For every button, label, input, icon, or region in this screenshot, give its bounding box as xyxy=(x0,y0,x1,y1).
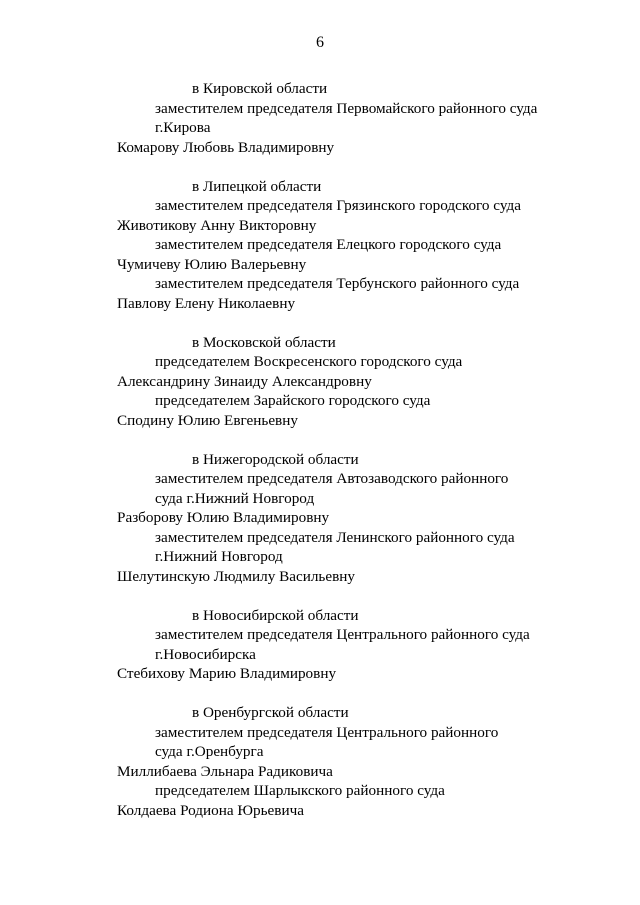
appointee-name: Животикову Анну Викторовну xyxy=(117,216,317,234)
appointee-name: Колдаева Родиона Юрьевича xyxy=(117,801,304,819)
position-line: г.Новосибирска xyxy=(155,645,256,663)
position-line: заместителем председателя Центрального районного суда xyxy=(155,626,530,643)
region-section xyxy=(117,177,597,314)
region-section xyxy=(117,450,597,587)
position-line: заместителем председателя Ленинского районного суда xyxy=(155,528,515,546)
region-section xyxy=(117,703,597,820)
region-section xyxy=(117,79,597,157)
appointee-name: Сподину Юлию Евгеньевну xyxy=(117,411,298,429)
position-line: председателем Шарлыкского районного суда xyxy=(155,782,445,799)
region-section xyxy=(117,606,597,684)
appointee-name: Павлову Елену Николаевну xyxy=(117,294,296,312)
region-section xyxy=(117,333,597,431)
position-line: заместителем председателя Тербунского районного суда xyxy=(155,275,520,292)
position-line: заместителем председателя Автозаводского районного xyxy=(155,470,509,487)
region-heading: в Новосибирской области xyxy=(192,606,359,624)
position-line: заместителем председателя Грязинского городского суда xyxy=(155,197,521,214)
appointee-name: Стебихову Марию Владимировну xyxy=(117,665,337,682)
position-line: г.Кирова xyxy=(155,119,211,136)
region-heading: в Липецкой области xyxy=(192,177,322,195)
position-line: суда г.Оренбурга xyxy=(155,743,264,760)
page-number: 6 xyxy=(316,34,324,51)
position-line: председателем Зарайского городского суда xyxy=(155,392,431,409)
position-line: председателем Воскресенского городского суда xyxy=(155,353,463,370)
appointee-name: Разборову Юлию Владимировну xyxy=(117,509,330,526)
document-body xyxy=(117,79,597,820)
appointee-name: Миллибаева Эльнара Радиковича xyxy=(117,762,333,780)
position-line: суда г.Нижний Новгород xyxy=(155,489,315,507)
position-line: г.Нижний Новгород xyxy=(155,548,283,565)
region-heading: в Оренбургской области xyxy=(192,704,349,721)
region-heading: в Московской области xyxy=(192,333,336,351)
appointee-name: Комарову Любовь Владимировну xyxy=(117,138,335,156)
position-line: заместителем председателя Центрального районного xyxy=(155,723,499,741)
position-line: заместителем председателя Елецкого городского суда xyxy=(155,236,502,253)
region-heading: в Кировской области xyxy=(192,80,328,97)
position-line: заместителем председателя Первомайского районного суда xyxy=(155,99,538,117)
region-heading: в Нижегородской области xyxy=(192,450,359,468)
appointee-name: Александрину Зинаиду Александровну xyxy=(117,372,372,390)
appointee-name: Шелутинскую Людмилу Васильевну xyxy=(117,567,355,585)
appointee-name: Чумичеву Юлию Валерьевну xyxy=(117,255,307,273)
